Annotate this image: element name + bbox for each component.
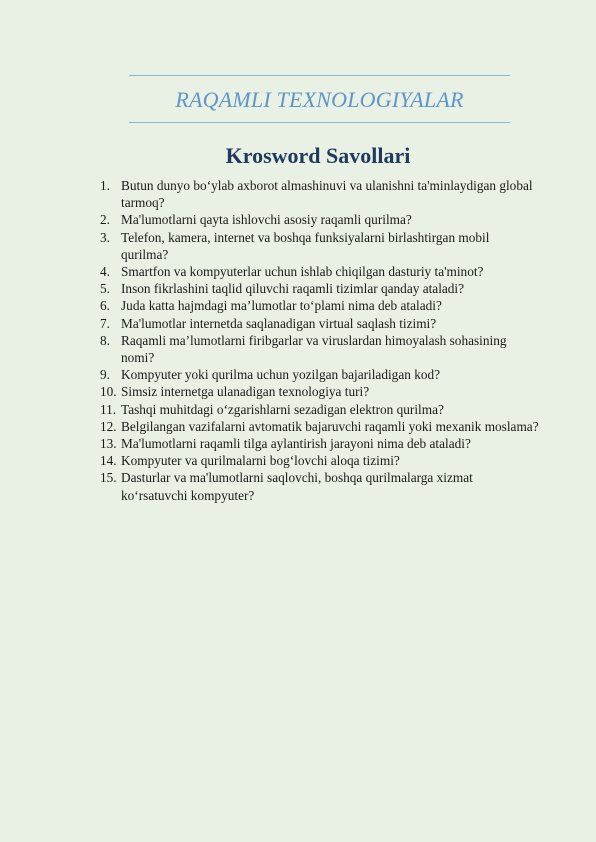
question-text: Butun dunyo bo‘ylab axborot almashinuvi va ulanishni ta'minlaydigan global tarmoq? [121,178,533,211]
question-number: 4. [100,264,110,280]
banner-bottom-rule [129,122,510,123]
question-item [100,315,540,332]
question-text: Smartfon va kompyuterlar uchun ishlab chiqilgan dasturiy ta'minot? [121,264,484,280]
question-text: Simsiz internetga ulanadigan texnologiya turi? [121,384,370,400]
question-item [100,297,540,314]
banner-top-rule [129,75,510,76]
question-number: 2. [100,212,110,228]
question-item [100,366,540,383]
question-text: Tashqi muhitdagi o‘zgarishlarni sezadigan elektron qurilma? [121,401,444,417]
question-item [100,332,540,366]
question-text: Raqamli ma’lumotlarni firibgarlar va viruslardan himoyalash sohasining nomi? [121,332,507,366]
question-number: 3. [100,229,110,245]
question-list [100,177,540,504]
question-text: Telefon, kamera, internet va boshqa funksiyalarni birlashtirgan mobil qurilma? [121,229,490,262]
question-text: Kompyuter va qurilmalarni bog‘lovchi aloqa tizimi? [121,453,400,469]
question-item [100,211,540,228]
question-number: 13. [100,436,117,452]
question-text: Kompyuter yoki qurilma uchun yozilgan bajariladigan kod? [121,367,441,383]
question-number: 7. [100,315,110,331]
question-number: 8. [100,332,110,348]
question-number: 11. [100,401,117,417]
question-number: 6. [100,298,110,314]
question-number: 12. [100,418,117,434]
question-text: Ma'lumotlar internetda saqlanadigan virtual saqlash tizimi? [121,315,437,331]
question-text: Ma'lumotlarni qayta ishlovchi asosiy raqamli qurilma? [121,212,412,228]
question-item [100,383,540,400]
question-text: Ma'lumotlarni raqamli tilga aylantirish jarayoni nima deb ataladi? [121,436,471,452]
question-item [100,435,540,452]
question-item [100,177,540,211]
question-number: 9. [100,367,110,383]
question-number: 10. [100,384,117,400]
question-item [100,280,540,297]
question-text: Belgilangan vazifalarni avtomatik bajaruvchi raqamli yoki mexanik moslama? [121,418,539,434]
question-item [100,229,540,263]
question-text: Dasturlar va ma'lumotlarni saqlovchi, boshqa qurilmalarga xizmat ko‘rsatuvchi kompyuter? [121,470,473,503]
section-heading: Krosword Savollari [225,143,411,168]
question-item [100,452,540,469]
question-number: 1. [100,178,110,193]
question-number: 15. [100,470,117,486]
question-item [100,263,540,280]
question-number: 5. [100,281,110,297]
question-item [100,469,540,503]
question-text: Juda katta hajmdagi ma’lumotlar to‘plami nima deb ataladi? [121,298,442,314]
question-number: 14. [100,453,117,469]
question-item [100,401,540,418]
banner-title: RAQAMLI TEXNOLOGIYALAR [175,87,464,112]
question-item [100,418,540,435]
question-text: Inson fikrlashini taqlid qiluvchi raqamli tizimlar qanday ataladi? [121,281,465,297]
